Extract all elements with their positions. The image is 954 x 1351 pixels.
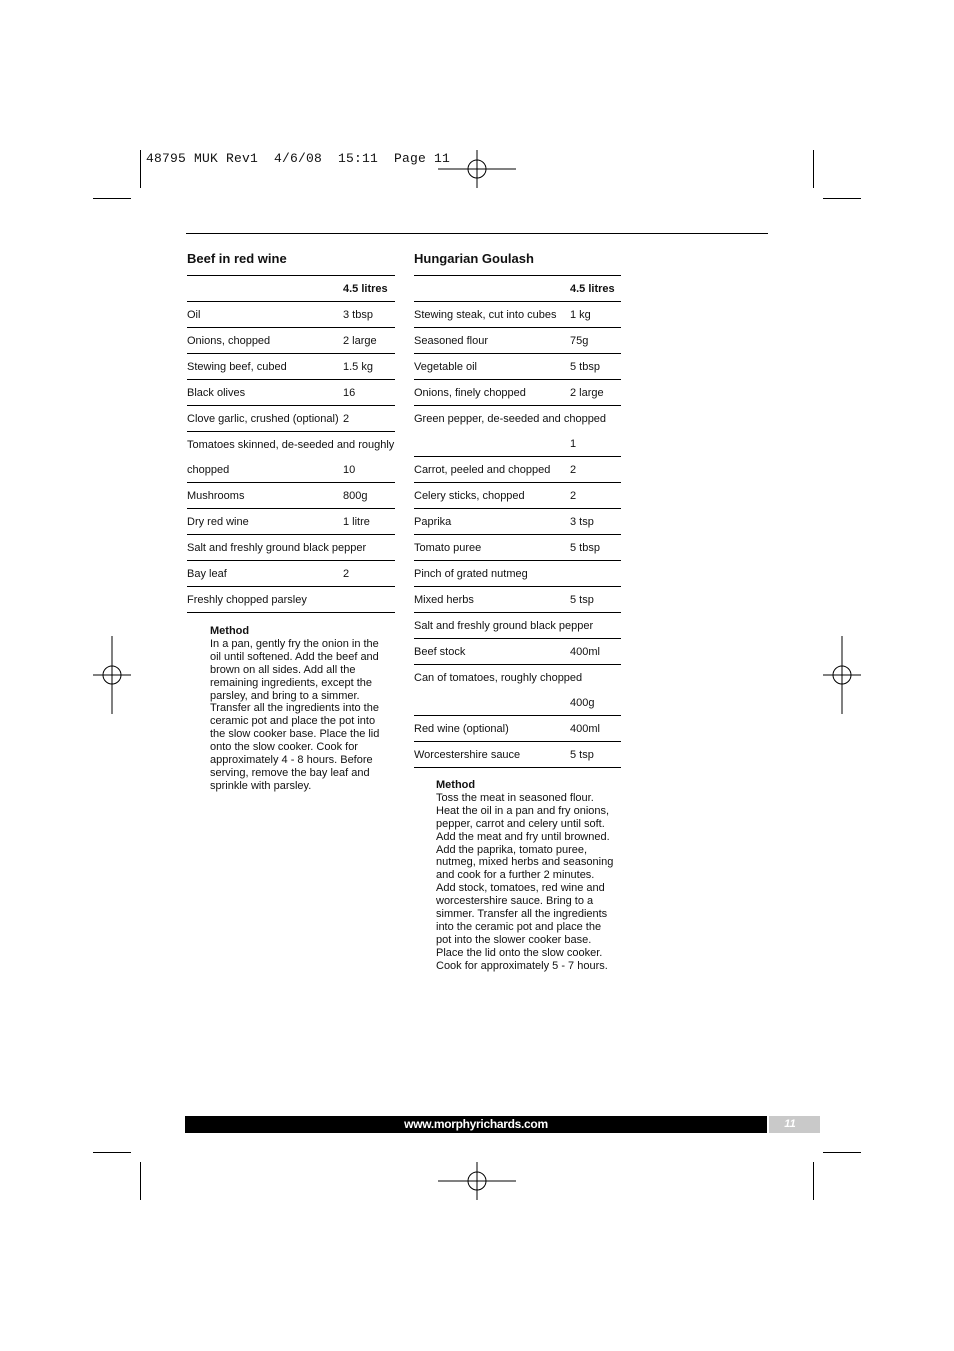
ingredient-name: Tomatoes skinned, de-seeded and roughly [187, 438, 395, 451]
method-line: and cook for a further 2 minutes. [436, 869, 595, 882]
ingredient-row [187, 406, 395, 432]
ingredient-name: Beef stock [414, 639, 570, 665]
ingredient-name: Oil [187, 302, 343, 328]
ingredient-row [414, 380, 621, 406]
ingredient-name: Mushrooms [187, 483, 343, 509]
ingredient-row [187, 328, 395, 354]
ingredient-row [414, 561, 621, 587]
crop-mark [823, 1152, 861, 1153]
recipe-title: Beef in red wine [187, 251, 287, 266]
ingredient-row [187, 483, 395, 509]
size-header: 4.5 litres [343, 276, 395, 302]
method-line: brown on all sides. Add all the [210, 663, 356, 676]
ingredient-row [187, 354, 395, 380]
registration-mark-icon [438, 1162, 516, 1200]
ingredient-row [414, 639, 621, 665]
registration-mark-icon [823, 636, 861, 714]
ingredient-name: Onions, chopped [187, 328, 343, 354]
ingredient-name: Mixed herbs [414, 587, 570, 613]
ingredient-quantity: 5 tsp [570, 742, 621, 768]
ingredient-row [187, 561, 395, 587]
ingredient-name: Vegetable oil [414, 354, 570, 380]
crop-mark [813, 150, 814, 188]
ingredient-row [414, 716, 621, 742]
ingredient-quantity: 2 large [343, 328, 395, 354]
ingredient-quantity: 1.5 kg [343, 354, 395, 380]
method-heading: Method [436, 779, 476, 791]
ingredient-name: Can of tomatoes, roughly chopped [414, 671, 583, 684]
method-line: onto the slow cooker. Cook for [210, 741, 358, 754]
ingredient-quantity: 2 [343, 561, 395, 587]
method-line: parsley, and bring to a simmer. [210, 689, 360, 702]
ingredient-name: Green pepper, de-seeded and chopped [414, 412, 607, 425]
ingredient-name: Paprika [414, 509, 570, 535]
ingredient-name: Onions, finely chopped [414, 380, 570, 406]
method-line: oil until softened. Add the beef and [210, 650, 379, 663]
ingredient-quantity: 3 tsp [570, 509, 621, 535]
ingredient-row [187, 302, 395, 328]
table-header-row [187, 276, 395, 302]
ingredient-name: Black olives [187, 380, 343, 406]
ingredient-name: Pinch of grated nutmeg [414, 561, 570, 587]
ingredient-quantity: 16 [343, 380, 395, 406]
method-heading: Method [210, 625, 250, 637]
method-text [210, 638, 400, 793]
method-line: worcestershire sauce. Bring to a [436, 895, 594, 908]
ingredient-row [414, 690, 621, 716]
ingredient-row [187, 535, 395, 561]
ingredient-row [414, 587, 621, 613]
ingredient-quantity [570, 561, 621, 587]
method-line: pepper, carrot and celery until soft. [436, 817, 605, 830]
ingredient-row [414, 483, 621, 509]
ingredients-table [187, 275, 395, 613]
print-slug: 48795 MUK Rev1 4/6/08 15:11 Page 11 [146, 151, 451, 166]
ingredient-row [187, 380, 395, 406]
method-line: Add the meat and fry until browned. [436, 830, 610, 843]
ingredient-row [414, 302, 621, 328]
ingredient-name: Stewing beef, cubed [187, 354, 343, 380]
ingredient-quantity: 5 tbsp [570, 354, 621, 380]
ingredient-quantity: 800g [343, 483, 395, 509]
ingredient-name: Seasoned flour [414, 328, 570, 354]
ingredient-row [414, 665, 621, 691]
ingredient-quantity: 75g [570, 328, 621, 354]
ingredient-name: Salt and freshly ground black pepper [414, 613, 621, 639]
ingredient-quantity: 5 tbsp [570, 535, 621, 561]
ingredient-name: chopped [187, 457, 343, 483]
method-line: In a pan, gently fry the onion in the [210, 637, 379, 650]
ingredient-quantity: 1 [570, 431, 621, 457]
method-line: the slow cooker base. Place the lid [210, 728, 380, 741]
header-rule [186, 233, 768, 234]
method-line: simmer. Transfer all the ingredients [436, 908, 608, 921]
ingredient-name: Worcestershire sauce [414, 742, 570, 768]
ingredient-quantity: 1 kg [570, 302, 621, 328]
ingredient-quantity: 3 tbsp [343, 302, 395, 328]
ingredient-quantity: 2 large [570, 380, 621, 406]
ingredient-name: Bay leaf [187, 561, 343, 587]
crop-mark [93, 198, 131, 199]
method-section [436, 779, 631, 973]
method-line: Add stock, tomatoes, red wine and [436, 882, 605, 895]
ingredient-row [414, 535, 621, 561]
ingredient-name: Dry red wine [187, 509, 343, 535]
ingredient-quantity [343, 587, 395, 613]
ingredient-row [187, 457, 395, 483]
method-line: Add the paprika, tomato puree, [436, 843, 588, 856]
crop-mark [813, 1162, 814, 1200]
website-link[interactable]: www.morphyrichards.com [404, 1117, 548, 1131]
ingredient-name: Carrot, peeled and chopped [414, 457, 570, 483]
ingredient-name: Celery sticks, chopped [414, 483, 570, 509]
ingredient-name [414, 690, 570, 716]
method-line: remaining ingredients, except the [210, 676, 373, 689]
ingredient-row [414, 354, 621, 380]
method-section [210, 625, 400, 793]
ingredient-name: Freshly chopped parsley [187, 587, 343, 613]
registration-mark-icon [438, 150, 516, 188]
ingredient-row [414, 431, 621, 457]
method-line: Heat the oil in a pan and fry onions, [436, 804, 610, 817]
method-line: ceramic pot and place the pot into [210, 715, 376, 728]
crop-mark [140, 1162, 141, 1200]
ingredient-quantity: 2 [570, 457, 621, 483]
crop-mark [93, 1152, 131, 1153]
method-text [436, 792, 631, 973]
method-line: serving, remove the bay leaf and [210, 766, 370, 779]
ingredient-row [187, 509, 395, 535]
table-header-row [414, 276, 621, 302]
crop-mark [140, 150, 141, 188]
ingredient-row [414, 328, 621, 354]
ingredient-quantity: 2 [343, 406, 395, 432]
method-line: Toss the meat in seasoned flour. [436, 791, 594, 804]
crop-mark [823, 198, 861, 199]
ingredient-row [187, 587, 395, 613]
ingredient-name: Tomato puree [414, 535, 570, 561]
registration-mark-icon [93, 636, 131, 714]
ingredient-row [414, 406, 621, 432]
size-header: 4.5 litres [570, 276, 621, 302]
recipe-title: Hungarian Goulash [414, 251, 534, 266]
ingredient-row [414, 457, 621, 483]
method-line: nutmeg, mixed herbs and seasoning [436, 856, 614, 869]
ingredient-quantity: 400ml [570, 639, 621, 665]
ingredient-quantity: 400ml [570, 716, 621, 742]
method-line: Cook for approximately 5 - 7 hours. [436, 959, 608, 972]
method-line: Transfer all the ingredients into the [210, 702, 379, 715]
method-line: approximately 4 - 8 hours. Before [210, 754, 373, 767]
ingredient-row [414, 509, 621, 535]
method-line: Place the lid onto the slow cooker. [436, 946, 603, 959]
ingredient-row [414, 742, 621, 768]
ingredient-quantity: 1 litre [343, 509, 395, 535]
ingredients-table [414, 275, 621, 768]
ingredient-name: Clove garlic, crushed (optional) [187, 406, 343, 432]
ingredient-row [414, 613, 621, 639]
ingredient-name [414, 431, 570, 457]
ingredient-quantity: 10 [343, 457, 395, 483]
ingredient-quantity: 400g [570, 690, 621, 716]
ingredient-quantity: 5 tsp [570, 587, 621, 613]
ingredient-quantity: 2 [570, 483, 621, 509]
method-line: sprinkle with parsley. [210, 779, 312, 792]
ingredient-name: Salt and freshly ground black pepper [187, 535, 395, 561]
ingredient-name: Red wine (optional) [414, 716, 570, 742]
ingredient-row [187, 432, 395, 458]
page-number: 11 [784, 1118, 796, 1130]
ingredient-name: Stewing steak, cut into cubes [414, 302, 570, 328]
method-line: into the ceramic pot and place the [436, 920, 602, 933]
method-line: pot into the slower cooker base. [436, 933, 592, 946]
